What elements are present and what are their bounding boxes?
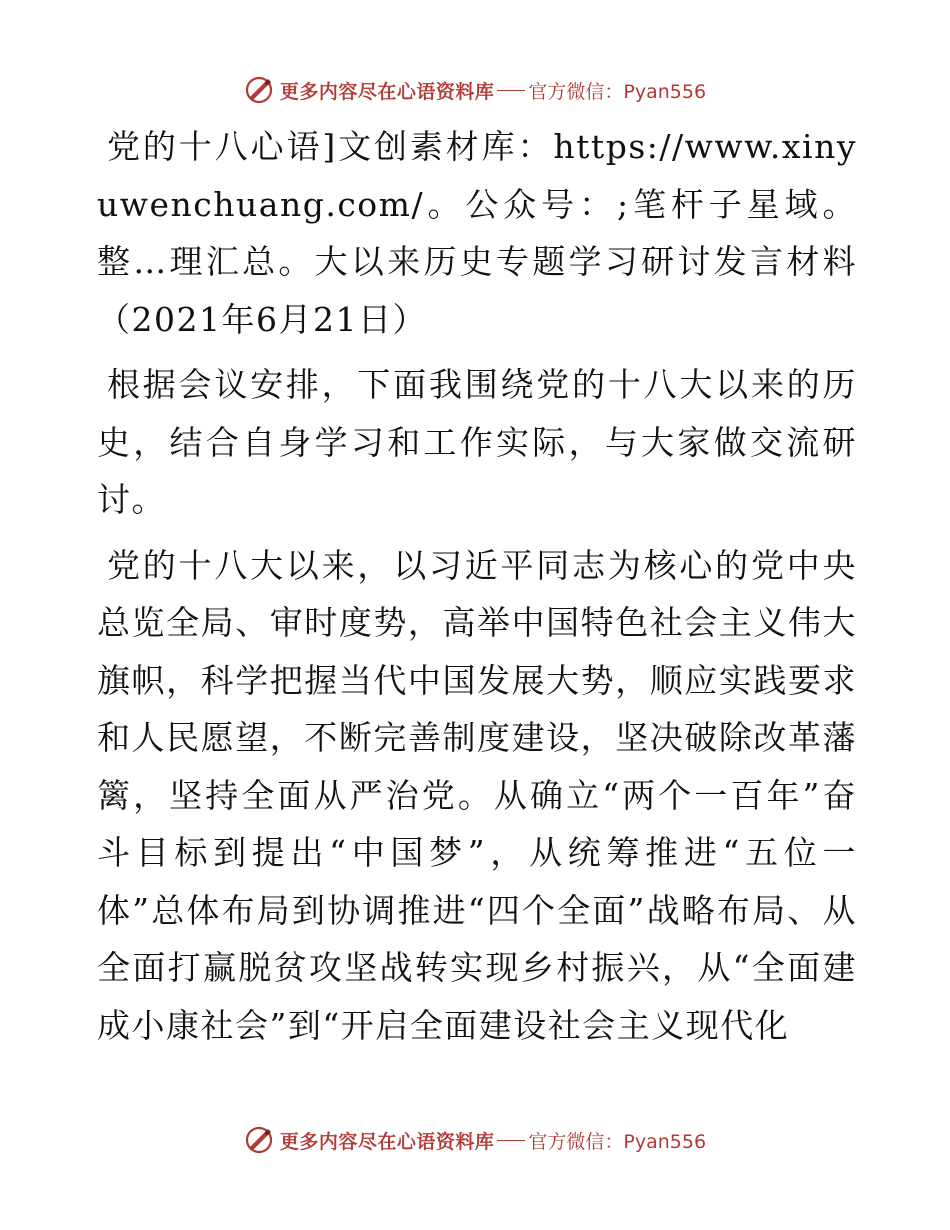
banner-main-text: 更多内容尽在心语资料库 xyxy=(279,80,495,103)
banner-wechat-text: 官方微信：Pyan556 xyxy=(528,1130,707,1153)
document-body xyxy=(97,118,857,1062)
banner-main-text: 更多内容尽在心语资料库 xyxy=(279,1130,495,1153)
banner-dash xyxy=(497,1140,525,1141)
paragraph-title: 党的十八心语]文创素材库：https://www.xinyuwenchuang.com/。公众号：;笔杆子星域。整…理汇总。大以来历史专题学习研讨发言材料（2021年6月21日） xyxy=(97,127,857,339)
footer-watermark-banner xyxy=(0,1120,950,1160)
pen-logo-icon xyxy=(244,75,274,105)
paragraph-main: 党的十八大以来，以习近平同志为核心的党中央总览全局、审时度势，高举中国特色社会主义伟大旗帜，科学把握当代中国发展大势，顺应实践要求和人民愿望，不断完善制度建设，坚决破除改革藩篱，坚持全面从严治党。从确立“两个一百年”奋斗目标到提出“中国梦”，从统筹推进“五位一体”总体布局到协调推进“四个全面”战略布局、从全面打赢脱贫攻坚战转实现乡村振兴，从“全面建成小康社会”到“开启全面建设社会主义现代化 xyxy=(97,545,857,1045)
banner-dash xyxy=(497,90,525,91)
banner-wechat-text: 官方微信：Pyan556 xyxy=(528,80,707,103)
paragraph-intro: 根据会议安排，下面我围绕党的十八大以来的历史，结合自身学习和工作实际，与大家做交流研讨。 xyxy=(97,365,857,519)
header-watermark-banner xyxy=(0,70,950,110)
pen-logo-icon xyxy=(244,1125,274,1155)
